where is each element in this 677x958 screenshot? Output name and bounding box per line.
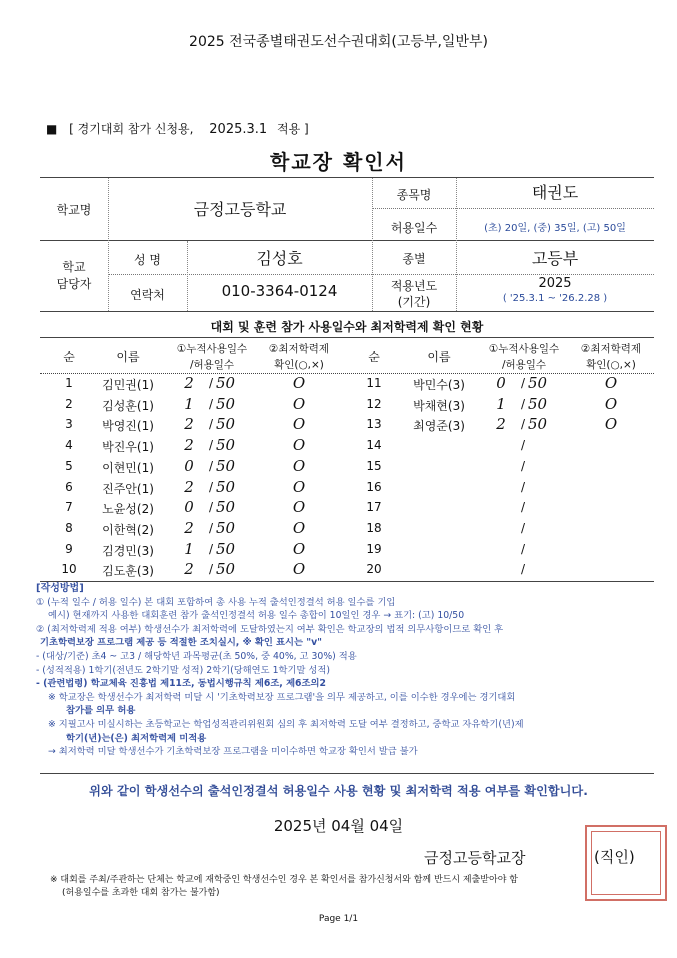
manager-label-line1: 학교	[62, 260, 86, 274]
used-days: 0	[184, 456, 194, 475]
min-grade-check: O	[292, 394, 306, 413]
row-number: 16	[366, 479, 382, 494]
table-header-grade: ②최저학력제	[580, 343, 642, 355]
days-separator: /	[208, 458, 214, 473]
document-header: 2025 전국종별태권도선수권대회(고등부,일반부)	[189, 34, 488, 50]
row-number: 8	[65, 520, 73, 535]
instructions	[36, 582, 524, 759]
allowed-days: 50	[216, 436, 236, 455]
year-label-line2: (기간)	[397, 295, 431, 309]
notes-line: 기초학력보장 프로그램 제공 등 적절한 조치실시, ※ 확인 표시는 "v"	[40, 637, 322, 649]
days-separator: /	[520, 458, 526, 473]
confirmation-statement: 위와 같이 학생선수의 출석인정결석 허용일수 사용 현황 및 최저학력 적용 여부를 확인합니다.	[89, 784, 588, 798]
row-number: 5	[65, 458, 73, 473]
days-separator: /	[208, 376, 214, 390]
allowed-days: 50	[216, 374, 236, 392]
divider	[40, 311, 654, 312]
principal-name: 금정고등학교장	[424, 849, 526, 867]
athlete-name: 박채현(3)	[413, 398, 465, 413]
athlete-name: 박영진(1)	[102, 419, 154, 434]
year-period: ( '25.3.1 ~ '26.2.28 )	[502, 293, 608, 304]
table-header-grade-sub: 확인(○,×)	[274, 359, 324, 371]
contact-value: 010-3364-0124	[221, 282, 338, 300]
page-number: Page 1/1	[318, 914, 359, 924]
notes-line: 참가를 의무 허용	[66, 705, 136, 717]
row-number: 20	[366, 562, 382, 577]
days-separator: /	[520, 479, 526, 494]
school-value: 금정고등학교	[193, 200, 287, 219]
athlete-name: 박민수(3)	[413, 378, 465, 392]
row-number: 1	[65, 376, 73, 390]
divider	[40, 373, 654, 374]
allowed-days: 50	[528, 374, 548, 392]
submission-note: ※ 대회를 주최/주관하는 단체는 학교에 재학중인 학생선수인 경우 본 확인서를 참가신청서와 함께 반드시 제출받아야 함	[50, 875, 518, 885]
division-label: 종별	[402, 252, 426, 266]
min-grade-check: O	[292, 436, 306, 455]
division-value: 고등부	[531, 249, 579, 268]
notes-line: ① (누적 일수 / 허용 일수) 본 대회 포함하여 총 사용 누적 출석인정결석 허용 일수를 기입	[36, 596, 396, 608]
min-grade-check: O	[292, 560, 306, 579]
min-grade-check: O	[604, 394, 618, 413]
days-separator: /	[520, 417, 526, 432]
days-separator: /	[208, 417, 214, 432]
school-label: 학교명	[56, 203, 92, 217]
event-value: 태권도	[531, 183, 579, 202]
year-value: 2025	[538, 276, 572, 291]
row-number: 9	[65, 541, 73, 556]
manager-label-line2: 담당자	[56, 277, 92, 291]
document-title: 학교장 확인서	[270, 150, 407, 174]
athlete-name: 박진우(1)	[102, 440, 154, 455]
row-number: 17	[366, 500, 382, 515]
table-header-grade: ②최저학력제	[268, 343, 330, 355]
row-number: 15	[366, 458, 382, 473]
row-number: 13	[366, 417, 382, 432]
used-days: 2	[184, 415, 194, 434]
notes-line: ※ 학교장은 학생선수가 최저학력 미달 시 '기초학력보장 프로그램'을 의무 제공하고, 이를 이수한 경우에는 경기대회	[48, 691, 516, 703]
table-header-days-sub: /허용일수	[189, 359, 235, 371]
days-separator: /	[520, 376, 526, 390]
application-notice	[46, 120, 309, 137]
days-separator: /	[520, 562, 526, 577]
used-days: 2	[184, 518, 194, 537]
submission-note-sub: (허용일수를 초과한 대회 참가는 불가함)	[62, 888, 220, 898]
allowed-days: 50	[216, 394, 236, 413]
used-days: 1	[184, 394, 194, 413]
table-header-no: 순	[63, 350, 75, 364]
table-header-days-sub: /허용일수	[501, 359, 547, 371]
notice-text: [ 경기대회 참가 신청용,	[69, 122, 194, 136]
min-grade-check: O	[292, 477, 306, 496]
min-grade-check: O	[292, 415, 306, 434]
row-number: 19	[366, 541, 382, 556]
days-separator: /	[208, 541, 214, 556]
notes-line: ※ 지필고사 미실시하는 초등학교는 학업성적관리위원회 심의 후 최저학력 도달 여부 결정하고, 중학교 자유학기(년)제	[48, 718, 524, 730]
athlete-name: 김도훈(3)	[102, 564, 154, 579]
used-days: 2	[184, 436, 194, 455]
year-label-line1: 적용년도	[390, 279, 438, 293]
used-days: 2	[184, 374, 194, 392]
days-separator: /	[208, 500, 214, 515]
days-separator: /	[208, 562, 214, 577]
allowed-days: 50	[216, 456, 236, 475]
days-separator: /	[520, 500, 526, 515]
days-separator: /	[208, 396, 214, 411]
athlete-name: 진주안(1)	[102, 481, 154, 496]
table-header-name: 이름	[116, 350, 140, 364]
athlete-name: 이한혁(2)	[102, 522, 154, 537]
table-header-no: 순	[368, 350, 380, 364]
allowed-days: 50	[528, 394, 548, 413]
allowed-days-value: (초) 20일, (중) 35일, (고) 50일	[484, 223, 626, 234]
notes-line: - (성적적용) 1학기(전년도 2학기말 성적) 2학기(당해연도 1학기말 성적)	[36, 664, 330, 676]
row-number: 18	[366, 520, 382, 535]
event-label: 종목명	[396, 188, 432, 202]
divider	[40, 240, 654, 241]
notice-suffix: 적용 ]	[277, 122, 309, 136]
min-grade-check: O	[292, 498, 306, 517]
row-number: 4	[65, 438, 73, 453]
min-grade-check: O	[292, 518, 306, 537]
days-separator: /	[208, 520, 214, 535]
divider	[40, 177, 654, 178]
issue-date: 2025년 04월 04일	[273, 817, 404, 835]
row-number: 6	[65, 479, 73, 494]
allowed-days: 50	[216, 477, 236, 496]
allowed-days: 50	[216, 518, 236, 537]
athlete-name: 김성훈(1)	[102, 398, 154, 413]
allowed-days: 50	[216, 498, 236, 517]
allowed-days: 50	[216, 560, 236, 579]
table-header-days: ①누적사용일수	[488, 343, 560, 355]
used-days: 0	[184, 498, 194, 517]
athlete-name: 김경민(3)	[102, 543, 154, 558]
divider	[372, 208, 654, 209]
row-number: 11	[366, 376, 382, 390]
allowed-days: 50	[216, 539, 236, 558]
days-separator: /	[208, 438, 214, 453]
divider	[40, 337, 654, 338]
contact-label: 연락처	[130, 288, 165, 302]
days-separator: /	[520, 520, 526, 535]
athlete-name: 노윤성(2)	[102, 502, 154, 517]
notes-heading: [작성방법]	[36, 583, 84, 594]
divider	[108, 274, 654, 275]
notes-line: - (대상/기준) 초4 ~ 고3 / 해당학년 과목평균(초 50%, 중 40%, 고 30%) 적용	[36, 650, 357, 662]
used-days: 2	[496, 415, 506, 434]
used-days: 2	[184, 477, 194, 496]
divider	[40, 773, 654, 774]
row-number: 2	[65, 396, 73, 411]
row-number: 12	[366, 396, 382, 411]
min-grade-check: O	[292, 539, 306, 558]
days-separator: /	[520, 396, 526, 411]
manager-name: 김성호	[256, 249, 303, 268]
used-days: 1	[184, 539, 194, 558]
table-header-days: ①누적사용일수	[176, 343, 248, 355]
table-header-name: 이름	[427, 350, 451, 364]
allowed-days: 50	[216, 415, 236, 434]
allowed-days: 50	[528, 415, 548, 434]
table-header-grade-sub: 확인(○,×)	[586, 359, 636, 371]
used-days: 1	[496, 394, 506, 413]
row-number: 7	[65, 500, 73, 515]
notice-date: 2025.3.1	[209, 122, 268, 137]
used-days: 0	[496, 374, 506, 392]
min-grade-check: O	[604, 374, 618, 392]
days-separator: /	[520, 541, 526, 556]
row-number: 14	[366, 438, 382, 453]
athlete-name: 김민권(1)	[102, 378, 154, 392]
allowed-days-label: 허용일수	[390, 221, 438, 235]
row-number: 3	[65, 417, 73, 432]
days-separator: /	[208, 479, 214, 494]
notes-line: - (관련법령) 학교체육 진흥법 제11조, 동법시행규칙 제6조, 제6조의2	[36, 678, 326, 690]
min-grade-check: O	[292, 456, 306, 475]
days-separator: /	[520, 438, 526, 453]
notes-line: 예시) 현재까지 사용한 대회훈련 참가 출석인정결석 허용 일수 총합이 10일인 경우 → 표기: (고) 10/50	[48, 610, 465, 622]
row-number: 10	[61, 562, 77, 577]
used-days: 2	[184, 560, 194, 579]
athlete-name: 이현민(1)	[102, 460, 154, 475]
athlete-name: 최영준(3)	[413, 419, 465, 434]
seal-label: (직인)	[594, 848, 635, 866]
status-title: 대회 및 훈련 참가 사용일수와 최저학력제 확인 현황	[210, 320, 484, 334]
min-grade-check: O	[604, 415, 618, 434]
notice-bullet: ■	[46, 122, 58, 136]
min-grade-check: O	[292, 374, 306, 392]
notes-line: → 최저학력 미달 학생선수가 기초학력보장 프로그램을 미이수하면 학교장 확인서 발급 불가	[48, 746, 418, 758]
name-label: 성 명	[134, 253, 161, 267]
notes-line: 학기(년)는(은) 최저학력제 미적용	[66, 732, 207, 744]
notes-line: ② (최저학력제 적용 여부) 학생선수가 최저학력에 도달하였는지 여부 확인은 학교장의 법적 의무사항이므로 확인 후	[36, 623, 504, 635]
